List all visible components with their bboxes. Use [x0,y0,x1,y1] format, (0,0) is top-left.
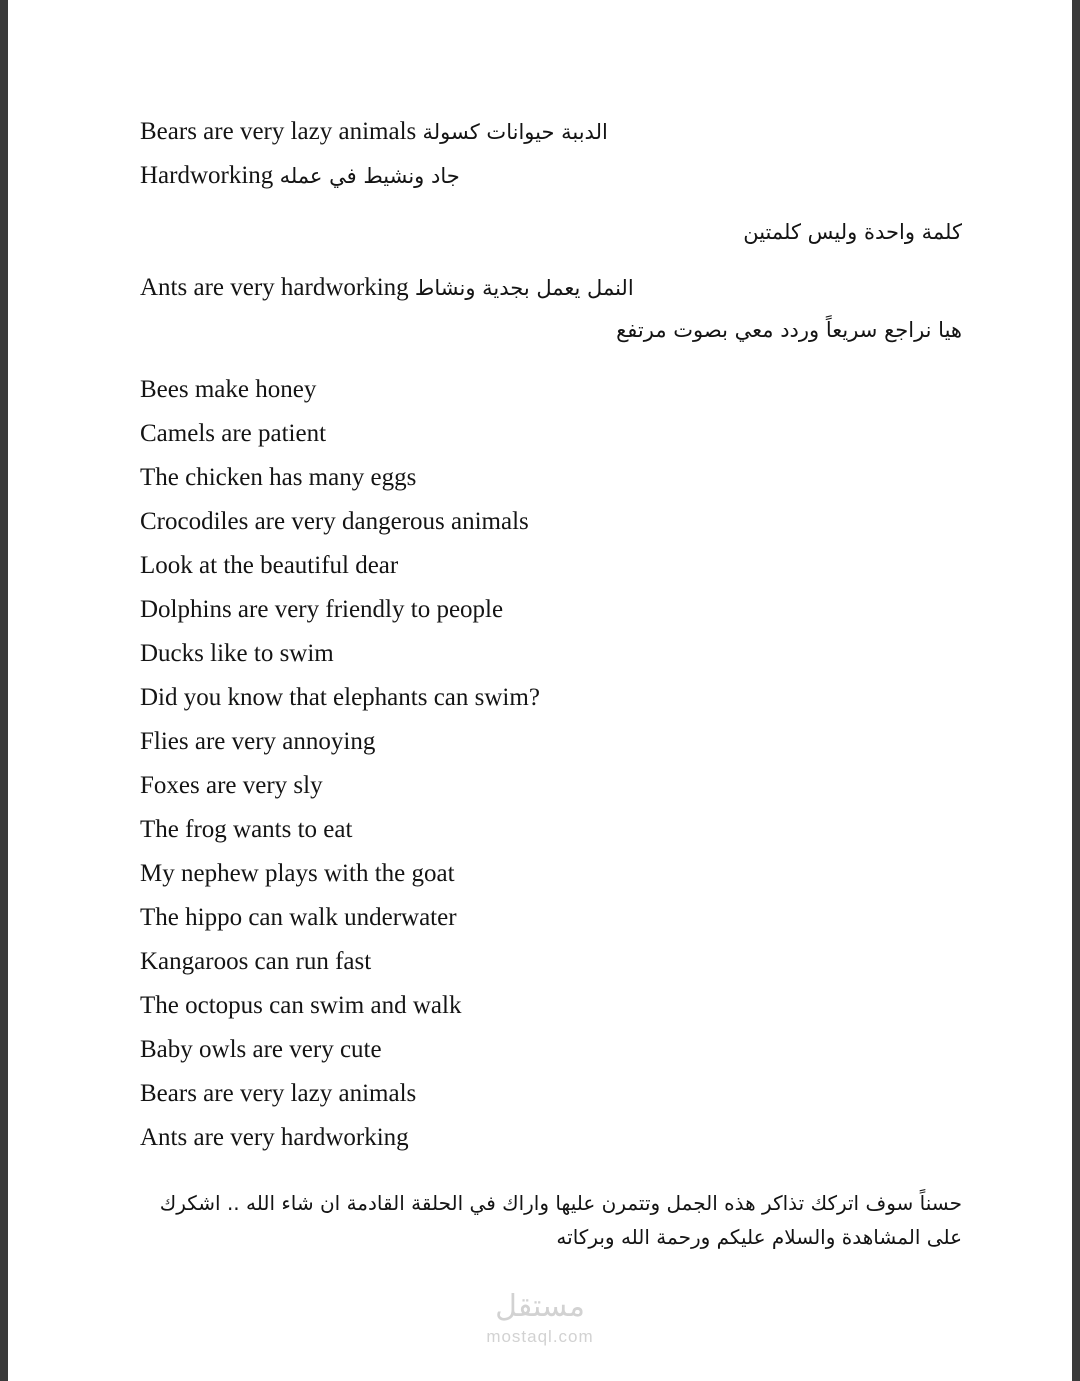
intro-line-3-arabic: النمل يعمل بجدية ونشاط [414,276,634,300]
list-item: Did you know that elephants can swim? [140,684,540,711]
intro-line-3 [140,266,962,310]
list-item: Flies are very annoying [140,728,376,755]
list-item: Kangaroos can run fast [140,948,372,975]
list-item: Foxes are very sly [140,772,323,799]
sentence-list [140,368,962,1160]
closing-paragraph: حسناً سوف اتركك تذاكر هذه الجمل وتتمرن عليها واراك في الحلقة القادمة ان شاء الله .. اشكرك على المشاهدة والسلام عليكم ورحمة الله وبركاته [159,1191,962,1249]
intro-line-1-arabic: الدببة حيوانات كسولة [422,120,608,144]
intro-line-2-arabic: جاد ونشيط في عمله [279,164,460,188]
intro-line-1-english: Bears are very lazy animals [140,118,417,145]
list-item: Bees make honey [140,376,317,403]
list-item: Ants are very hardworking [140,1124,409,1151]
list-item: The hippo can walk underwater [140,904,457,931]
list-item: Dolphins are very friendly to people [140,596,504,623]
list-item: Camels are patient [140,420,327,447]
intro-line-1 [140,110,962,154]
list-item: Baby owls are very cute [140,1036,382,1063]
intro-line-2-english: Hardworking [140,162,274,189]
spacer [140,252,962,266]
list-item: Crocodiles are very dangerous animals [140,508,529,535]
list-item: The octopus can swim and walk [140,992,462,1019]
list-item: Bears are very lazy animals [140,1080,417,1107]
document-content [140,110,962,1254]
intro-line-2 [140,154,962,198]
list-item: Look at the beautiful dear [140,552,399,579]
list-item: Ducks like to swim [140,640,334,667]
watermark-url: mostaql.com [486,1327,594,1346]
list-item: The chicken has many eggs [140,464,417,491]
intro-line-3-english: Ants are very hardworking [140,274,409,301]
list-item: My nephew plays with the goat [140,860,455,887]
spacer [140,198,962,212]
watermark-logo: مستقل [495,1289,585,1324]
document-page [8,0,1072,1381]
note-review-aloud: هيا نراجع سريعاً وردد معي بصوت مرتفع [616,318,962,342]
watermark [8,1289,1072,1347]
note-one-word: كلمة واحدة وليس كلمتين [743,220,962,244]
list-item: The frog wants to eat [140,816,353,843]
